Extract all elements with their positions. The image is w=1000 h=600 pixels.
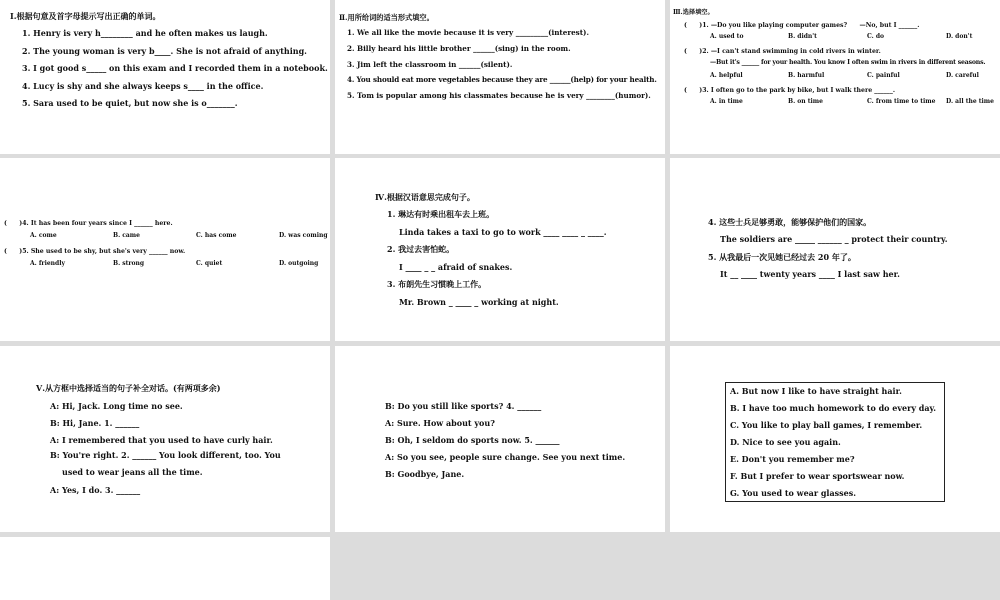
question-line: —But it's ______ for your health. You know I often swim in rivers in different seasons. bbox=[710, 59, 986, 66]
question-line: 3. Jim left the classroom in ______(silent). bbox=[347, 60, 513, 69]
answer-line: Mr. Brown _ ____ _ working at night. bbox=[399, 297, 559, 307]
option-item: F. But I prefer to wear sportswear now. bbox=[730, 471, 905, 481]
slide-multiple-choice-cont bbox=[0, 158, 330, 341]
section-title: Ⅲ.选择填空。 bbox=[673, 9, 714, 16]
section-title: Ⅳ.根据汉语意思完成句子。 bbox=[375, 192, 475, 202]
option: A. helpful bbox=[710, 72, 743, 79]
section-title: Ⅴ.从方框中选择适当的句子补全对话。(有两项多余) bbox=[36, 383, 221, 393]
answer-line: It __ ____ twenty years ____ I last saw her. bbox=[720, 269, 900, 279]
option: C. do bbox=[867, 33, 885, 40]
option: C. quiet bbox=[196, 260, 223, 267]
option: B. didn't bbox=[788, 33, 817, 40]
option: A. come bbox=[30, 232, 57, 239]
option: A. used to bbox=[710, 33, 744, 40]
dialogue-line: B: Do you still like sports? 4. ______ bbox=[385, 401, 542, 411]
chinese-prompt: 5. 从我最后一次见她已经过去 20 年了。 bbox=[708, 252, 856, 262]
slide-translation bbox=[335, 158, 665, 341]
question-line: ( )5. She used to be shy, but she's very ______ now. bbox=[4, 248, 186, 255]
dialogue-line: B: You're right. 2. ______ You look different, too. You bbox=[50, 450, 281, 460]
chinese-prompt: 2. 我过去害怕蛇。 bbox=[387, 244, 455, 254]
option: A. in time bbox=[710, 98, 743, 105]
option: B. came bbox=[113, 232, 140, 239]
option: C. from time to time bbox=[867, 98, 936, 105]
chinese-prompt: 3. 布朗先生习惯晚上工作。 bbox=[387, 279, 487, 289]
question-line: ( )3. I often go to the park by bike, but I walk there ______. bbox=[684, 87, 896, 94]
dialogue-line: A: I remembered that you used to have curly hair. bbox=[50, 435, 273, 445]
question-line: 2. Billy heard his little brother ______(sing) in the room. bbox=[347, 44, 571, 53]
option-item: A. But now I like to have straight hair. bbox=[730, 386, 902, 396]
question-line: 4. You should eat more vegetables because they are ______(help) for your health. bbox=[347, 75, 657, 84]
answer-line: I ____ _ _ afraid of snakes. bbox=[399, 262, 513, 272]
question-line: ( )4. It has been four years since I ______ here. bbox=[4, 220, 173, 227]
option: C. has come bbox=[196, 232, 237, 239]
slide-translation-cont bbox=[670, 158, 1000, 341]
option: A. friendly bbox=[30, 260, 65, 267]
dialogue-line: B: Goodbye, Jane. bbox=[385, 469, 465, 479]
question-line: 5. Tom is popular among his classmates because he is very ________(humor). bbox=[347, 91, 651, 100]
slide-options-box bbox=[670, 346, 1000, 532]
option: B. harmful bbox=[788, 72, 825, 79]
question-line: 2. The young woman is very b____. She is not afraid of anything. bbox=[22, 46, 307, 56]
dialogue-line: used to wear jeans all the time. bbox=[62, 467, 203, 477]
option: D. all the time bbox=[946, 98, 994, 105]
question-line: 3. I got good s_____ on this exam and I recorded them in a notebook. bbox=[22, 63, 328, 73]
question-line: 5. Sara used to be quiet, but now she is o_______. bbox=[22, 98, 238, 108]
slide-blank bbox=[0, 537, 330, 600]
dialogue-line: A: So you see, people sure change. See you next time. bbox=[385, 452, 626, 462]
option-item: G. You used to wear glasses. bbox=[730, 488, 857, 498]
option-item: B. I have too much homework to do every day. bbox=[730, 403, 937, 413]
question-line: 1. Henry is very h________ and he often makes us laugh. bbox=[22, 28, 268, 38]
answer-line: The soldiers are _____ ______ _ protect their country. bbox=[720, 234, 948, 244]
option-item: E. Don't you remember me? bbox=[730, 454, 855, 464]
options-box bbox=[725, 382, 945, 502]
dialogue-line: B: Oh, I seldom do sports now. 5. ______ bbox=[385, 435, 560, 445]
slide-multiple-choice bbox=[670, 0, 1000, 154]
section-title: Ⅰ.根据句意及首字母提示写出正确的单词。 bbox=[10, 11, 161, 21]
option: D. was coming bbox=[279, 232, 328, 239]
option-item: D. Nice to see you again. bbox=[730, 437, 841, 447]
option: D. careful bbox=[946, 72, 979, 79]
chinese-prompt: 4. 这些士兵足够勇敢，能够保护他们的国家。 bbox=[708, 217, 872, 227]
question-line: ( )2. —I can't stand swimming in cold rivers in winter. bbox=[684, 48, 881, 55]
option: C. painful bbox=[867, 72, 900, 79]
option: D. don't bbox=[946, 33, 973, 40]
dialogue-line: A: Sure. How about you? bbox=[385, 418, 495, 428]
dialogue-line: B: Hi, Jane. 1. ______ bbox=[50, 418, 140, 428]
slide-word-forms bbox=[335, 0, 665, 154]
option: B. strong bbox=[113, 260, 145, 267]
slide-vocabulary bbox=[0, 0, 330, 154]
question-line: ( )1. —Do you like playing computer games? —No, but I ______. bbox=[684, 22, 920, 29]
slide-dialogue-cont bbox=[335, 346, 665, 532]
question-line: 4. Lucy is shy and she always keeps s____ in the office. bbox=[22, 81, 264, 91]
option-item: C. You like to play ball games, I remember. bbox=[730, 420, 923, 430]
dialogue-line: A: Yes, I do. 3. ______ bbox=[50, 485, 141, 495]
option: B. on time bbox=[788, 98, 823, 105]
question-line: 1. We all like the movie because it is very _________(interest). bbox=[347, 28, 589, 37]
dialogue-line: A: Hi, Jack. Long time no see. bbox=[50, 401, 183, 411]
chinese-prompt: 1. 琳达有时乘出租车去上班。 bbox=[387, 209, 495, 219]
slide-dialogue bbox=[0, 346, 330, 532]
answer-line: Linda takes a taxi to go to work ____ ____ _ ____. bbox=[399, 227, 607, 237]
option: D. outgoing bbox=[279, 260, 319, 267]
section-title: Ⅱ.用所给词的适当形式填空。 bbox=[339, 13, 434, 22]
